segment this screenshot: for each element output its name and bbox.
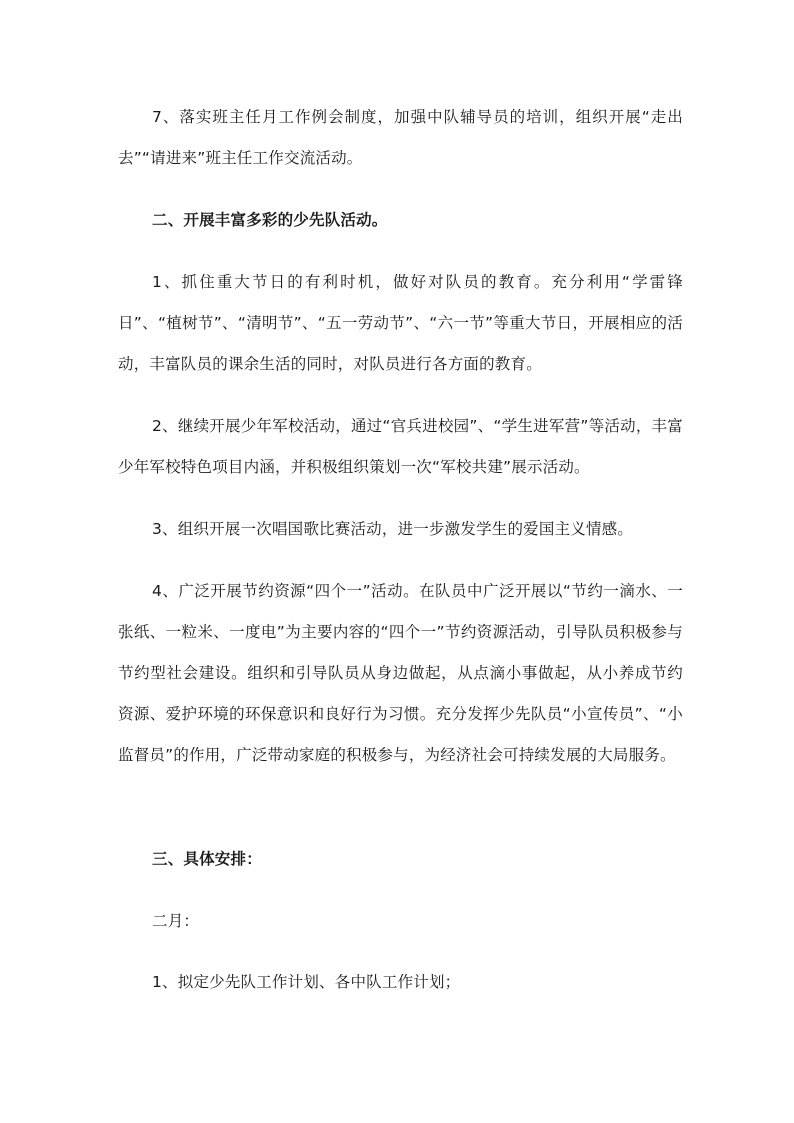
paragraph-item-7: 7、落实班主任月工作例会制度，加强中队辅导员的培训，组织开展“走出去”“请进来”班主任工作交流活动。: [118, 108, 683, 167]
paragraph-activity-2: 2、继续开展少年军校活动，通过“官兵进校园”、“学生进军营”等活动，丰富少年军校特色项目内涵，并积极组织策划一次“军校共建”展示活动。: [118, 417, 683, 476]
paragraph-activity-4: 4、广泛开展节约资源“四个一”活动。在队员中广泛开展以“节约一滴水、一张纸、一粒米、一度电”为主要内容的“四个一”节约资源活动，引导队员积极参与节约型社会建设。组织和引导队员从身边做起，从点滴小事做起，从小养成节约资源、爱护环境的环保意识和良好行为习惯。充分发挥少先队员“小宣传员”、“小监督员”的作用，广泛带动家庭的积极参与，为经济社会可持续发展的大局服务。: [118, 582, 683, 764]
section-heading-activities: 二、开展丰富多彩的少先队活动。: [152, 211, 388, 229]
paragraph-activity-1: 1、抓住重大节日的有利时机，做好对队员的教育。充分利用“学雷锋日”、“植树节”、“清明节”、“五一劳动节”、“六一节”等重大节日，开展相应的活动，丰富队员的课余生活的同时，对队员进行各方面的教育。: [118, 273, 683, 373]
section-heading-schedule: 三、具体安排：: [152, 850, 262, 868]
paragraph-activity-3: 3、组织开展一次唱国歌比赛活动，进一步激发学生的爱国主义情感。: [152, 520, 634, 538]
month-label-february: 二月：: [152, 912, 200, 930]
schedule-item-1: 1、拟定少先队工作计划、各中队工作计划；: [152, 973, 461, 991]
